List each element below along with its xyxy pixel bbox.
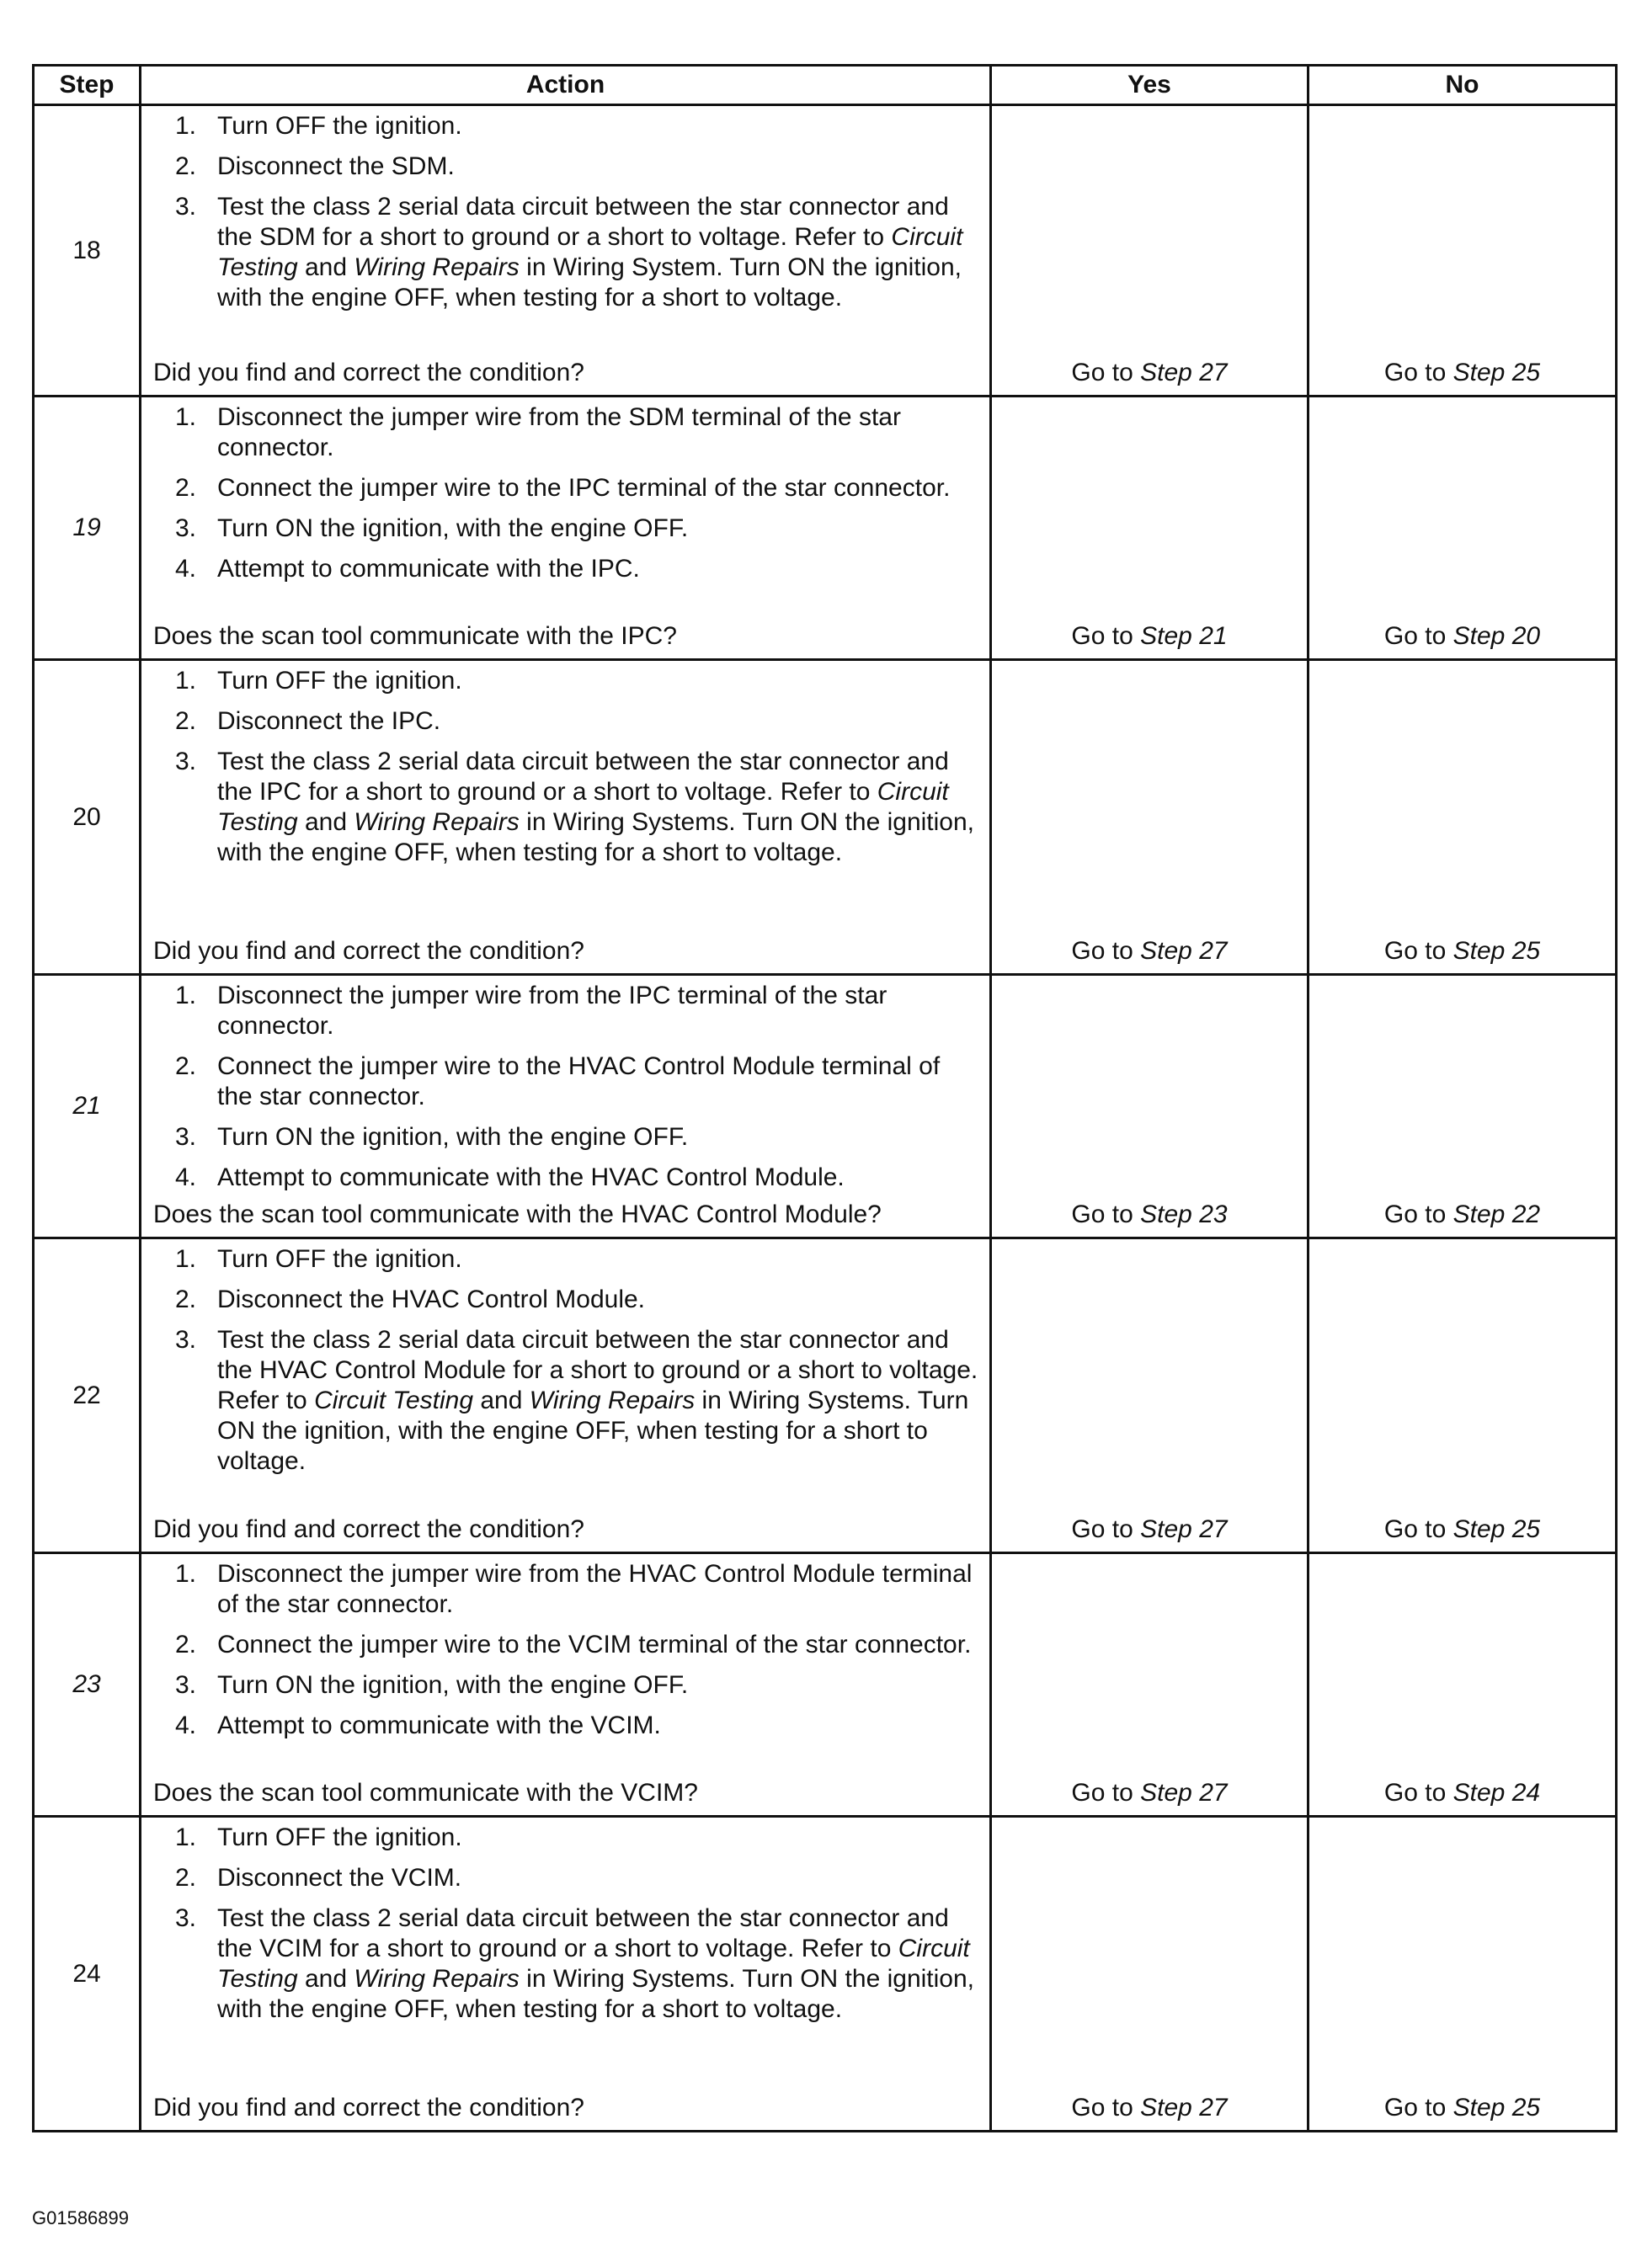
action-question: Did you find and correct the condition? bbox=[153, 2094, 584, 2122]
action-step-number: 4. bbox=[175, 1712, 197, 1739]
action-step-number: 4. bbox=[175, 1163, 197, 1191]
no-cell bbox=[1309, 660, 1617, 975]
no-goto-step: Step 25 bbox=[1452, 1515, 1541, 1543]
action-step-text: Connect the jumper wire to the VCIM terminal of the star connector. bbox=[217, 1631, 972, 1658]
action-cell bbox=[141, 975, 991, 1238]
action-step-text: Attempt to communicate with the HVAC Control Module. bbox=[217, 1163, 845, 1191]
action-step-text: Disconnect the jumper wire from the IPC terminal of the star connector. bbox=[217, 982, 887, 1040]
action-cell bbox=[141, 1817, 991, 2132]
action-step bbox=[153, 111, 981, 141]
table-row bbox=[34, 975, 1617, 1238]
yes-goto-step: Step 21 bbox=[1140, 622, 1228, 650]
action-step bbox=[153, 192, 981, 313]
yes-goto-step: Step 27 bbox=[1140, 359, 1228, 386]
yes-goto-step: Step 27 bbox=[1140, 2094, 1228, 2122]
yes-goto-prefix: Go to bbox=[1071, 1779, 1141, 1807]
action-step-number: 4. bbox=[175, 555, 197, 583]
step-number: 21 bbox=[34, 975, 141, 1238]
action-cell bbox=[141, 1553, 991, 1817]
step-number: 23 bbox=[34, 1553, 141, 1817]
header-yes: Yes bbox=[991, 66, 1309, 105]
yes-cell bbox=[991, 660, 1309, 975]
action-step bbox=[153, 747, 981, 868]
table-row bbox=[34, 105, 1617, 397]
action-step-number: 3. bbox=[175, 748, 197, 775]
action-steps-list bbox=[153, 1823, 981, 2025]
yes-goto-prefix: Go to bbox=[1071, 2094, 1141, 2122]
action-steps-list bbox=[153, 666, 981, 868]
action-step-number: 1. bbox=[175, 1245, 197, 1273]
no-goto-prefix: Go to bbox=[1383, 359, 1453, 386]
yes-goto-step: Step 23 bbox=[1140, 1201, 1228, 1228]
action-step-text: Disconnect the jumper wire from the SDM terminal of the star connector. bbox=[217, 403, 901, 461]
table-row bbox=[34, 1238, 1617, 1553]
no-goto-step: Step 25 bbox=[1452, 2094, 1541, 2122]
yes-cell bbox=[991, 105, 1309, 397]
action-step bbox=[153, 473, 981, 503]
action-step-number: 1. bbox=[175, 1823, 197, 1851]
action-step-number: 2. bbox=[175, 707, 197, 735]
step-number: 22 bbox=[34, 1238, 141, 1553]
yes-cell bbox=[991, 397, 1309, 660]
action-step-text: Turn ON the ignition, with the engine OFF. bbox=[217, 1671, 689, 1699]
yes-goto-prefix: Go to bbox=[1071, 1515, 1141, 1543]
action-steps-list bbox=[153, 402, 981, 584]
action-step bbox=[153, 514, 981, 544]
action-step bbox=[153, 706, 981, 737]
action-step-text: Turn OFF the ignition. bbox=[217, 1823, 462, 1851]
action-question: Does the scan tool communicate with the IPC? bbox=[153, 622, 677, 650]
yes-cell bbox=[991, 1553, 1309, 1817]
no-goto-prefix: Go to bbox=[1383, 1779, 1453, 1807]
yes-goto-prefix: Go to bbox=[1071, 622, 1141, 650]
action-step bbox=[153, 1163, 981, 1193]
action-step bbox=[153, 402, 981, 463]
action-steps-list bbox=[153, 981, 981, 1193]
header-action: Action bbox=[141, 66, 991, 105]
figure-id: G01586899 bbox=[32, 2207, 129, 2228]
yes-cell bbox=[991, 975, 1309, 1238]
action-step-number: 1. bbox=[175, 112, 197, 140]
action-step-number: 1. bbox=[175, 403, 197, 431]
yes-goto-step: Step 27 bbox=[1140, 1515, 1228, 1543]
action-step-number: 1. bbox=[175, 982, 197, 1009]
no-goto-prefix: Go to bbox=[1383, 1515, 1453, 1543]
action-step-number: 2. bbox=[175, 474, 197, 502]
step-number: 18 bbox=[34, 105, 141, 397]
action-question: Did you find and correct the condition? bbox=[153, 1515, 584, 1543]
action-step bbox=[153, 1670, 981, 1701]
action-step-number: 1. bbox=[175, 667, 197, 695]
action-step-number: 1. bbox=[175, 1560, 197, 1588]
action-step-text: Test the class 2 serial data circuit between the star connector and the IPC for a short to ground or a short to voltage. Refer to Circuit Testing and Wiring Repairs in Wiring Systems. Turn ON the ignition, with the engine OFF, when testing for a short to voltage. bbox=[217, 748, 975, 866]
action-step-text: Disconnect the VCIM. bbox=[217, 1864, 462, 1892]
action-question: Does the scan tool communicate with the HVAC Control Module? bbox=[153, 1201, 882, 1228]
action-step-text: Disconnect the IPC. bbox=[217, 707, 441, 735]
table-row bbox=[34, 1553, 1617, 1817]
step-number: 20 bbox=[34, 660, 141, 975]
action-step bbox=[153, 1823, 981, 1853]
action-step-text: Turn OFF the ignition. bbox=[217, 112, 462, 140]
action-step bbox=[153, 666, 981, 696]
yes-goto-prefix: Go to bbox=[1071, 937, 1141, 965]
action-step-number: 3. bbox=[175, 193, 197, 221]
action-cell bbox=[141, 660, 991, 975]
action-step-text: Turn OFF the ignition. bbox=[217, 667, 462, 695]
action-step-text: Attempt to communicate with the VCIM. bbox=[217, 1712, 661, 1739]
action-question: Does the scan tool communicate with the VCIM? bbox=[153, 1779, 698, 1807]
action-step-number: 2. bbox=[175, 1631, 197, 1658]
no-cell bbox=[1309, 1553, 1617, 1817]
action-question: Did you find and correct the condition? bbox=[153, 937, 584, 965]
no-goto-prefix: Go to bbox=[1383, 2094, 1453, 2122]
no-cell bbox=[1309, 105, 1617, 397]
action-step bbox=[153, 981, 981, 1041]
action-question: Did you find and correct the condition? bbox=[153, 359, 584, 386]
action-step-number: 2. bbox=[175, 152, 197, 180]
no-goto-step: Step 20 bbox=[1452, 622, 1541, 650]
action-step-text: Connect the jumper wire to the IPC terminal of the star connector. bbox=[217, 474, 951, 502]
action-step-number: 3. bbox=[175, 1671, 197, 1699]
action-step bbox=[153, 1285, 981, 1315]
yes-goto-prefix: Go to bbox=[1071, 359, 1141, 386]
table-body bbox=[34, 105, 1617, 2132]
table-row bbox=[34, 1817, 1617, 2132]
action-step-text: Turn ON the ignition, with the engine OFF. bbox=[217, 514, 689, 542]
troubleshooting-table bbox=[32, 64, 1618, 2132]
table-row bbox=[34, 397, 1617, 660]
action-step-number: 2. bbox=[175, 1052, 197, 1080]
action-step-text: Test the class 2 serial data circuit between the star connector and the HVAC Control Module for a short to ground or a short to voltage. Refer to Circuit Testing and Wiring Repairs in Wiring Systems. Turn ON the ignition, with the engine OFF, when testing for a short to voltage. bbox=[217, 1326, 978, 1475]
action-step-text: Test the class 2 serial data circuit between the star connector and the VCIM for a short to ground or a short to voltage. Refer to Circuit Testing and Wiring Repairs in Wiring Systems. Turn ON the ignition, with the engine OFF, when testing for a short to voltage. bbox=[217, 1904, 975, 2023]
no-cell bbox=[1309, 1817, 1617, 2132]
action-steps-list bbox=[153, 111, 981, 313]
no-goto-step: Step 22 bbox=[1452, 1201, 1541, 1228]
action-step-text: Turn OFF the ignition. bbox=[217, 1245, 462, 1273]
yes-cell bbox=[991, 1238, 1309, 1553]
action-step-number: 3. bbox=[175, 1904, 197, 1932]
action-step-text: Disconnect the jumper wire from the HVAC Control Module terminal of the star connector. bbox=[217, 1560, 973, 1618]
action-step-text: Turn ON the ignition, with the engine OFF. bbox=[217, 1123, 689, 1151]
action-step-text: Test the class 2 serial data circuit between the star connector and the SDM for a short to ground or a short to voltage. Refer to Circuit Testing and Wiring Repairs in Wiring System. Turn ON the ignition, with the engine OFF, when testing for a short to voltage. bbox=[217, 193, 963, 311]
no-cell bbox=[1309, 1238, 1617, 1553]
no-cell bbox=[1309, 397, 1617, 660]
action-steps-list bbox=[153, 1559, 981, 1741]
step-number: 19 bbox=[34, 397, 141, 660]
no-goto-step: Step 25 bbox=[1452, 937, 1541, 965]
yes-goto-step: Step 27 bbox=[1140, 1779, 1228, 1807]
action-step-text: Disconnect the HVAC Control Module. bbox=[217, 1286, 646, 1313]
action-cell bbox=[141, 105, 991, 397]
action-step-text: Disconnect the SDM. bbox=[217, 152, 455, 180]
action-step bbox=[153, 1325, 981, 1477]
yes-goto-step: Step 27 bbox=[1140, 937, 1228, 965]
step-number: 24 bbox=[34, 1817, 141, 2132]
yes-goto-prefix: Go to bbox=[1071, 1201, 1141, 1228]
no-cell bbox=[1309, 975, 1617, 1238]
action-step bbox=[153, 1903, 981, 2025]
no-goto-prefix: Go to bbox=[1383, 1201, 1453, 1228]
action-step bbox=[153, 1559, 981, 1620]
action-step-number: 3. bbox=[175, 1326, 197, 1354]
header-no: No bbox=[1309, 66, 1617, 105]
action-step bbox=[153, 1244, 981, 1275]
yes-cell bbox=[991, 1817, 1309, 2132]
action-step-number: 3. bbox=[175, 514, 197, 542]
no-goto-step: Step 24 bbox=[1452, 1779, 1541, 1807]
no-goto-prefix: Go to bbox=[1383, 937, 1453, 965]
action-step bbox=[153, 1711, 981, 1741]
action-step-number: 3. bbox=[175, 1123, 197, 1151]
action-step-text: Attempt to communicate with the IPC. bbox=[217, 555, 640, 583]
action-cell bbox=[141, 397, 991, 660]
table-row bbox=[34, 660, 1617, 975]
no-goto-step: Step 25 bbox=[1452, 359, 1541, 386]
header-step: Step bbox=[34, 66, 141, 105]
action-step bbox=[153, 152, 981, 182]
action-step-number: 2. bbox=[175, 1864, 197, 1892]
action-step bbox=[153, 554, 981, 584]
action-steps-list bbox=[153, 1244, 981, 1477]
header-row bbox=[34, 66, 1617, 105]
action-step bbox=[153, 1863, 981, 1893]
no-goto-prefix: Go to bbox=[1383, 622, 1453, 650]
action-step bbox=[153, 1122, 981, 1153]
action-step bbox=[153, 1630, 981, 1660]
action-step-text: Connect the jumper wire to the HVAC Control Module terminal of the star connector. bbox=[217, 1052, 941, 1110]
action-step bbox=[153, 1051, 981, 1112]
action-step-number: 2. bbox=[175, 1286, 197, 1313]
action-cell bbox=[141, 1238, 991, 1553]
